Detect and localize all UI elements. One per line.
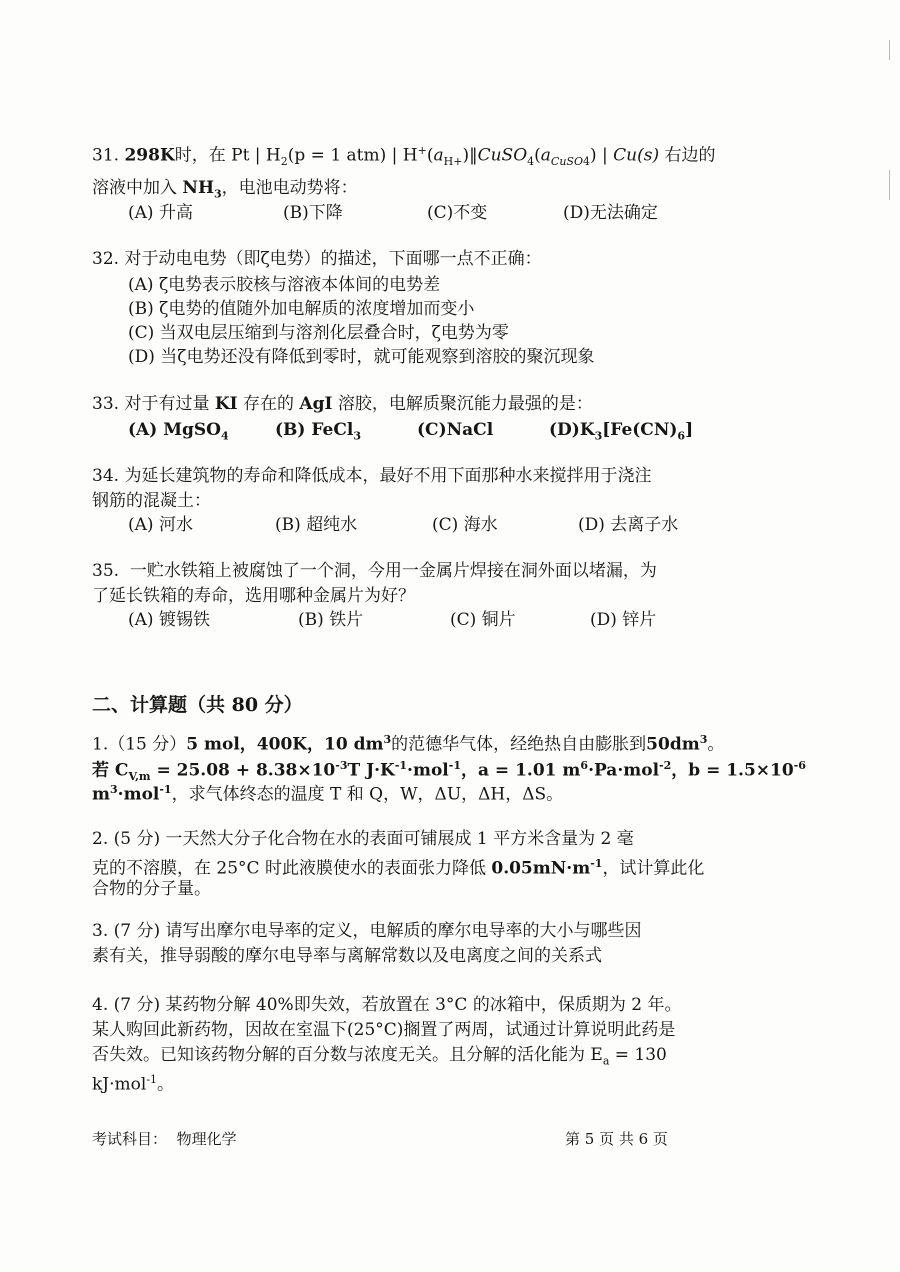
calc-q2-line3: 合物的分子量。 [92, 879, 211, 899]
footer-subject: 考试科目： 物理化学 [92, 1130, 237, 1148]
section-title: 二、计算题（共 80 分） [92, 694, 303, 716]
q34-option-c: (C) 海水 [432, 515, 498, 535]
calc-q4-line3: 否失效。已知该药物分解的百分数与浓度无关。且分解的活化能为 $E_a = 130$ [92, 1045, 667, 1068]
q35-option-d: (D) 锌片 [590, 610, 657, 630]
calc-q1-line3: $m^3\cdot mol^{-1}$，求气体终态的温度 T 和 Q，W，ΔU，ΔH，ΔS。 [92, 783, 564, 805]
calc-q2-line2: 克的不溶膜，在 25°C 时此液膜使水的表面张力降低 $0.05mN\cdot m^{-1}$，试计算此化 [92, 857, 705, 879]
q32-option-d: (D) 当ζ电势还没有降低到零时，就可能观察到溶胶的聚沉现象 [128, 347, 595, 367]
question-35-line2: 了延长铁箱的寿命，选用哪种金属片为好？ [92, 586, 415, 606]
q33-option-b: (B) FeCl$_3$ [275, 420, 361, 443]
q31-option-c: (C)不变 [427, 203, 488, 223]
question-31-line1: 31. 298K时，在 Pt | $H_2(p = 1$ atm) | $H^+(a_{H+})‖CuSO_4(a_{CuSO4})$ | Cu(s) 右边的 [92, 144, 716, 169]
calc-q3-line1: 3. (7 分) 请写出摩尔电导率的定义，电解质的摩尔电导率的大小与哪些因 [92, 921, 642, 941]
q33-option-d: $(D)K_3[Fe(CN)_6]$ [549, 420, 694, 443]
question-33-stem: 33. 对于有过量 KI 存在的 AgI 溶胶，电解质聚沉能力最强的是： [92, 394, 593, 414]
footer-page-number: 第 5 页 共 6 页 [565, 1130, 668, 1148]
q32-option-c: (C) 当双电层压缩到与溶剂化层叠合时，ζ电势为零 [128, 323, 509, 343]
calc-q2-line1: 2. (5 分) 一天然大分子化合物在水的表面可铺展成 1 平方米含量为 2 毫 [92, 829, 634, 849]
calc-q1-line2: 若 $C_{V,m} = 25.08 + 8.38\times 10^{-3}T$ $J\cdot K^{-1}\cdot mol^{-1}$，a = 1.01 $m^6\cdot Pa\cdot mol^{-2}$，$b = 1.5\times 10^{-6}$ [92, 759, 806, 784]
q32-option-b: (B) ζ电势的值随外加电解质的浓度增加而变小 [128, 299, 475, 319]
q31-option-b: (B)下降 [283, 203, 343, 223]
q31-option-d: (D)无法确定 [563, 203, 658, 223]
scan-edge-mark [889, 40, 890, 60]
calc-q4-line4: kJ·mol$^{-1}$。 [92, 1073, 175, 1095]
question-34-line2: 钢筋的混凝土： [92, 491, 211, 511]
q31-option-a: (A) 升高 [128, 203, 193, 223]
q35-option-a: (A) 镀锡铁 [128, 610, 210, 630]
q34-option-d: (D) 去离子水 [578, 515, 679, 535]
q32-option-a: (A) ζ电势表示胶核与溶液本体间的电势差 [128, 275, 441, 295]
q35-option-c: (C) 铜片 [450, 610, 516, 630]
calc-q1-line1: 1.（15 分）5 mol，400K，10 $dm^3$的范德华气体，经绝热自由膨胀到$50dm^3$。 [92, 733, 725, 755]
question-32-stem: 32. 对于动电电势（即ζ电势）的描述，下面哪一点不正确： [92, 249, 542, 269]
q33-option-c: (C)NaCl [417, 420, 494, 440]
scan-edge-mark [889, 170, 890, 200]
question-35-line1: 35. 一贮水铁箱上被腐蚀了一个洞，今用一金属片焊接在洞外面以堵漏，为 [92, 561, 657, 581]
calc-q3-line2: 素有关，推导弱酸的摩尔电导率与离解常数以及电离度之间的关系式 [92, 946, 602, 966]
q34-option-a: (A) 河水 [128, 515, 193, 535]
q35-option-b: (B) 铁片 [298, 610, 364, 630]
q33-option-a: (A) MgSO$_4$ [128, 420, 229, 443]
calc-q4-line2: 某人购回此新药物，因故在室温下(25°C)搁置了两周，试通过计算说明此药是 [92, 1020, 676, 1040]
question-31-line2: 溶液中加入 $NH_3$，电池电动势将： [92, 178, 358, 201]
q34-option-b: (B) 超纯水 [275, 515, 358, 535]
question-34-line1: 34. 为延长建筑物的寿命和降低成本，最好不用下面那种水来搅拌用于浇注 [92, 466, 652, 486]
calc-q4-line1: 4. (7 分) 某药物分解 40%即失效，若放置在 3°C 的冰箱中，保质期为 2 年。 [92, 995, 682, 1015]
